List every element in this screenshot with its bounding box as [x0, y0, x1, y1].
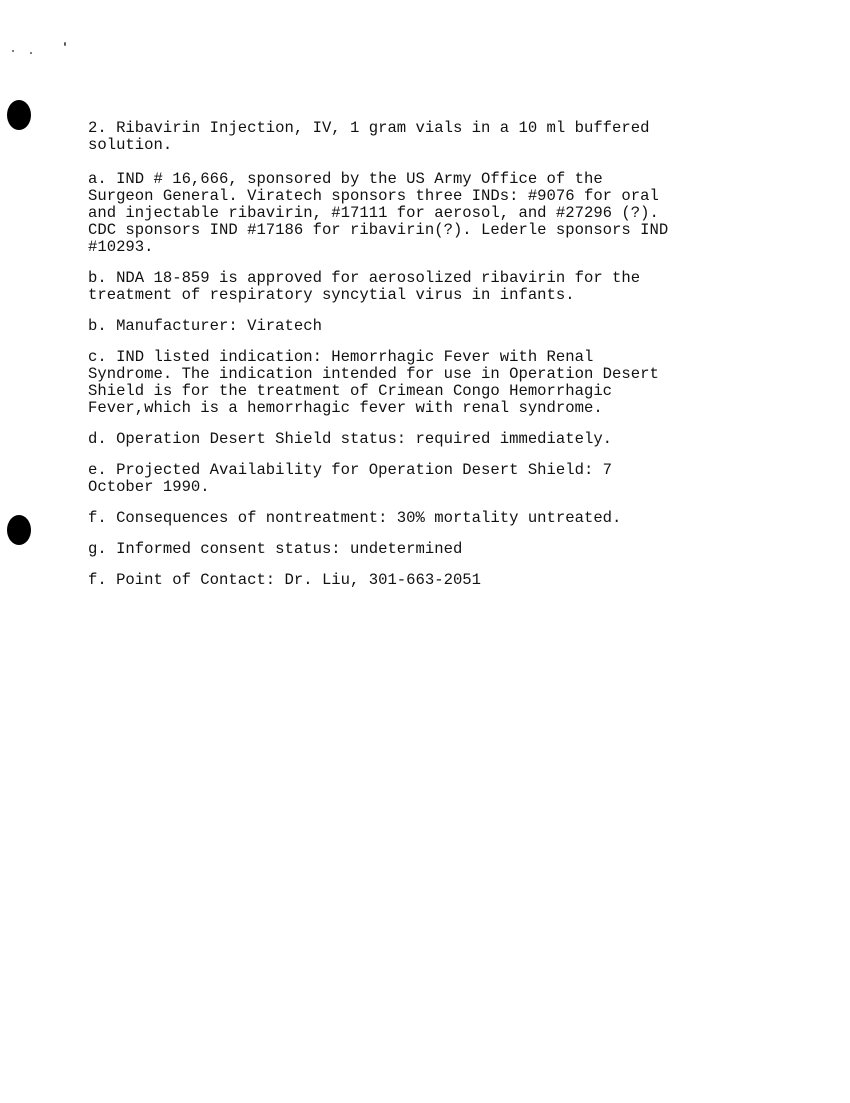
- item-heading: 2. Ribavirin Injection, IV, 1 gram vials in a 10 ml buffered solution.: [88, 119, 650, 154]
- punch-hole-top: [7, 100, 31, 130]
- item-d-status: d. Operation Desert Shield status: required immediately.: [88, 430, 613, 448]
- item-a-ind-sponsors: a. IND # 16,666, sponsored by the US Army Office of the Surgeon General. Viratech sponsors three INDs: #9076 for oral and injectable ribavirin, #17111 for aerosol, and #27296 (?). CDC sponsors IND #17186 for ribavirin(?). Lederle sponsors IND #10293.: [88, 170, 669, 256]
- item-f-point-of-contact: f. Point of Contact: Dr. Liu, 301-663-2051: [88, 571, 482, 589]
- punch-hole-middle: [7, 515, 31, 545]
- scan-speck: [64, 42, 66, 46]
- item-b-nda-approval: b. NDA 18-859 is approved for aerosolized ribavirin for the treatment of respiratory syncytial virus in infants.: [88, 269, 641, 304]
- document-body: [88, 120, 788, 589]
- scan-speck: [12, 50, 14, 52]
- item-b-manufacturer: b. Manufacturer: Viratech: [88, 317, 322, 335]
- item-g-informed-consent: g. Informed consent status: undetermined: [88, 540, 463, 558]
- scan-speck: [30, 52, 32, 54]
- item-c-indication: c. IND listed indication: Hemorrhagic Fever with Renal Syndrome. The indication intended for use in Operation Desert Shield is for the treatment of Crimean Congo Hemorrhagic Fever,which is a hemorrhagic fever with renal syndrome.: [88, 348, 659, 417]
- item-e-availability: e. Projected Availability for Operation Desert Shield: 7 October 1990.: [88, 461, 613, 496]
- item-f-consequences: f. Consequences of nontreatment: 30% mortality untreated.: [88, 509, 622, 527]
